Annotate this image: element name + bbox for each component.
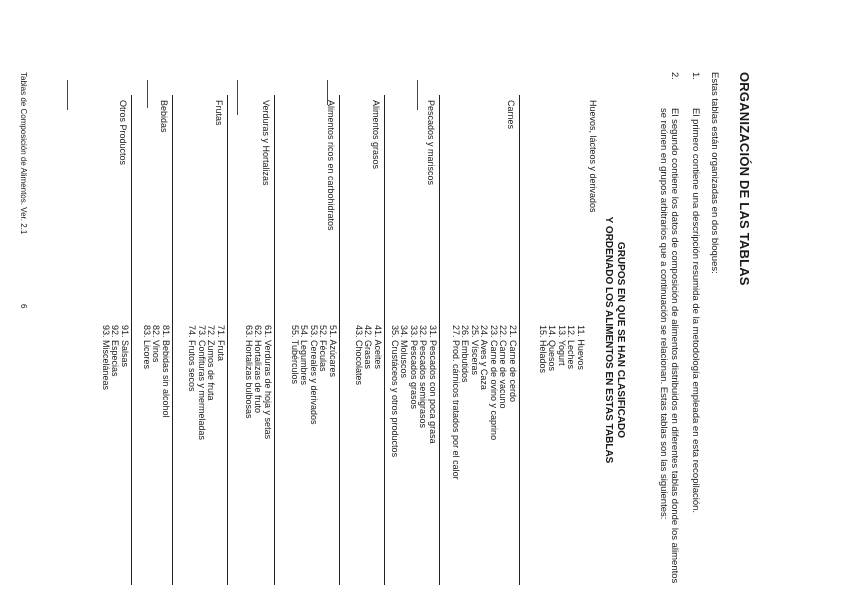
- scan-artifact: [237, 80, 238, 115]
- group-divider: [274, 95, 275, 585]
- group-item: 74. Frutos secos: [187, 325, 198, 392]
- group-item: 72. Zumos de fruta: [206, 325, 217, 401]
- scan-artifact: [327, 80, 328, 105]
- group-item: 52. Féculas: [318, 325, 329, 372]
- group-item: 27. Prod. cárnicos tratados por el calor: [451, 325, 461, 480]
- groups-heading-line-2: Y ORDENADO LOS ALIMENTOS EN ESTAS TABLAS: [603, 216, 614, 464]
- group-item: 31. Pescados con poca grasa: [428, 325, 438, 444]
- group-category-name: Bebidas: [159, 100, 169, 133]
- group-item: 62. Hortalizas de fruto: [253, 325, 264, 414]
- group-category-name: Verduras y Hortalizas: [261, 100, 271, 186]
- group-item: 33. Pescados grasos: [409, 325, 419, 410]
- group-item: 12. Leches: [566, 325, 577, 370]
- group-item: 25. Vísceras: [470, 325, 480, 376]
- intro-text: Estas tablas están organizadas en dos bloques:: [709, 72, 720, 274]
- groups-heading-line-1: GRUPOS EN QUE SE HAN CLASIFICADO: [615, 241, 626, 439]
- group-divider: [384, 95, 385, 585]
- group-item: 32. Pescados semigrasos: [418, 325, 429, 429]
- group-category-name: Alimentos grasos: [371, 100, 381, 170]
- group-divider: [439, 95, 440, 585]
- group-category-name: Frutas: [214, 100, 224, 126]
- group-divider: [339, 95, 340, 585]
- group-divider: [519, 95, 520, 585]
- page-number: 6: [19, 304, 28, 309]
- group-category-name: Alimentos ricos en carbohidratos: [326, 100, 336, 231]
- group-item: 55. Tubérculos: [290, 325, 300, 385]
- paragraph-1-text: El primero contiene una descripción resumida de la metodología empleada en esta recopilación.: [690, 108, 701, 514]
- group-item: 41. Aceites: [373, 325, 383, 370]
- group-item: 51. Azúcares: [328, 325, 338, 378]
- group-item: 53. Cereales y derivados: [309, 325, 319, 425]
- scan-artifact: [67, 80, 68, 110]
- group-item: 93. Misceláneas: [101, 325, 111, 391]
- group-item: 21. Carne de cerdo: [508, 325, 518, 403]
- group-item: 92. Especias: [110, 325, 121, 377]
- group-item: 35. Crustáceos y otros productos: [390, 325, 400, 458]
- subheading-eggs-dairy: Huevos, lácteos y derivados: [588, 100, 598, 213]
- group-item: 42. Grasas: [363, 325, 374, 370]
- group-item: 91. Salsas: [120, 325, 130, 368]
- group-item: 34. Moluscos: [399, 325, 410, 379]
- group-item: 81. Bebidas sin alcohol: [161, 325, 171, 418]
- group-item: 61. Verduras de hoja y setas: [263, 325, 273, 440]
- document-title: ORGANIZACIÓN DE LAS TABLAS: [737, 72, 752, 286]
- group-category-name: Otros Productos: [118, 100, 128, 166]
- group-item: 15. Helados: [538, 325, 548, 374]
- group-category-name: Pescados y mariscos: [426, 100, 436, 186]
- group-item: 23. Carne de ovino y caprino: [489, 325, 499, 441]
- paragraph-2-number: 2.: [669, 72, 680, 80]
- group-divider: [172, 95, 173, 585]
- group-divider: [131, 95, 132, 585]
- paragraph-2-text: El segundo contiene los datos de composición de alimentos distribuidos en diferentes tablas donde los alimentos se reúnen en grupos arbitrarios que a continuación se relacionan. Estas tablas son las siguientes:: [658, 108, 680, 584]
- group-item: 63. Hortalizas bulbosas: [244, 325, 254, 419]
- group-category-name: Carnes: [506, 100, 516, 130]
- group-item: 14. Quesos: [547, 325, 558, 372]
- group-item: 22. Carne de vacuno: [498, 325, 509, 409]
- group-item: 13. Yogurt: [557, 325, 567, 366]
- group-item: 43. Chocolates: [354, 325, 364, 386]
- groups-heading: [602, 100, 626, 580]
- group-item: 71. Fruta: [216, 325, 226, 362]
- group-divider: [227, 95, 228, 585]
- scan-artifact: [417, 80, 418, 110]
- scan-artifact: [147, 80, 148, 108]
- footer-text: Tablas de Composición de Alimentos. Ver. 2.1: [19, 72, 28, 235]
- paragraph-1-number: 1.: [690, 72, 701, 80]
- group-item: 83. Licores: [142, 325, 152, 370]
- group-item: 26. Embutidos: [460, 325, 471, 383]
- group-item: 54. Legumbres: [299, 325, 310, 386]
- group-item: 11. Huevos: [576, 325, 586, 370]
- group-item: 82. Vinos: [151, 325, 162, 363]
- group-item: 24. Aves y Caza: [479, 325, 490, 390]
- group-item: 73. Confituras y mermeladas: [197, 325, 207, 441]
